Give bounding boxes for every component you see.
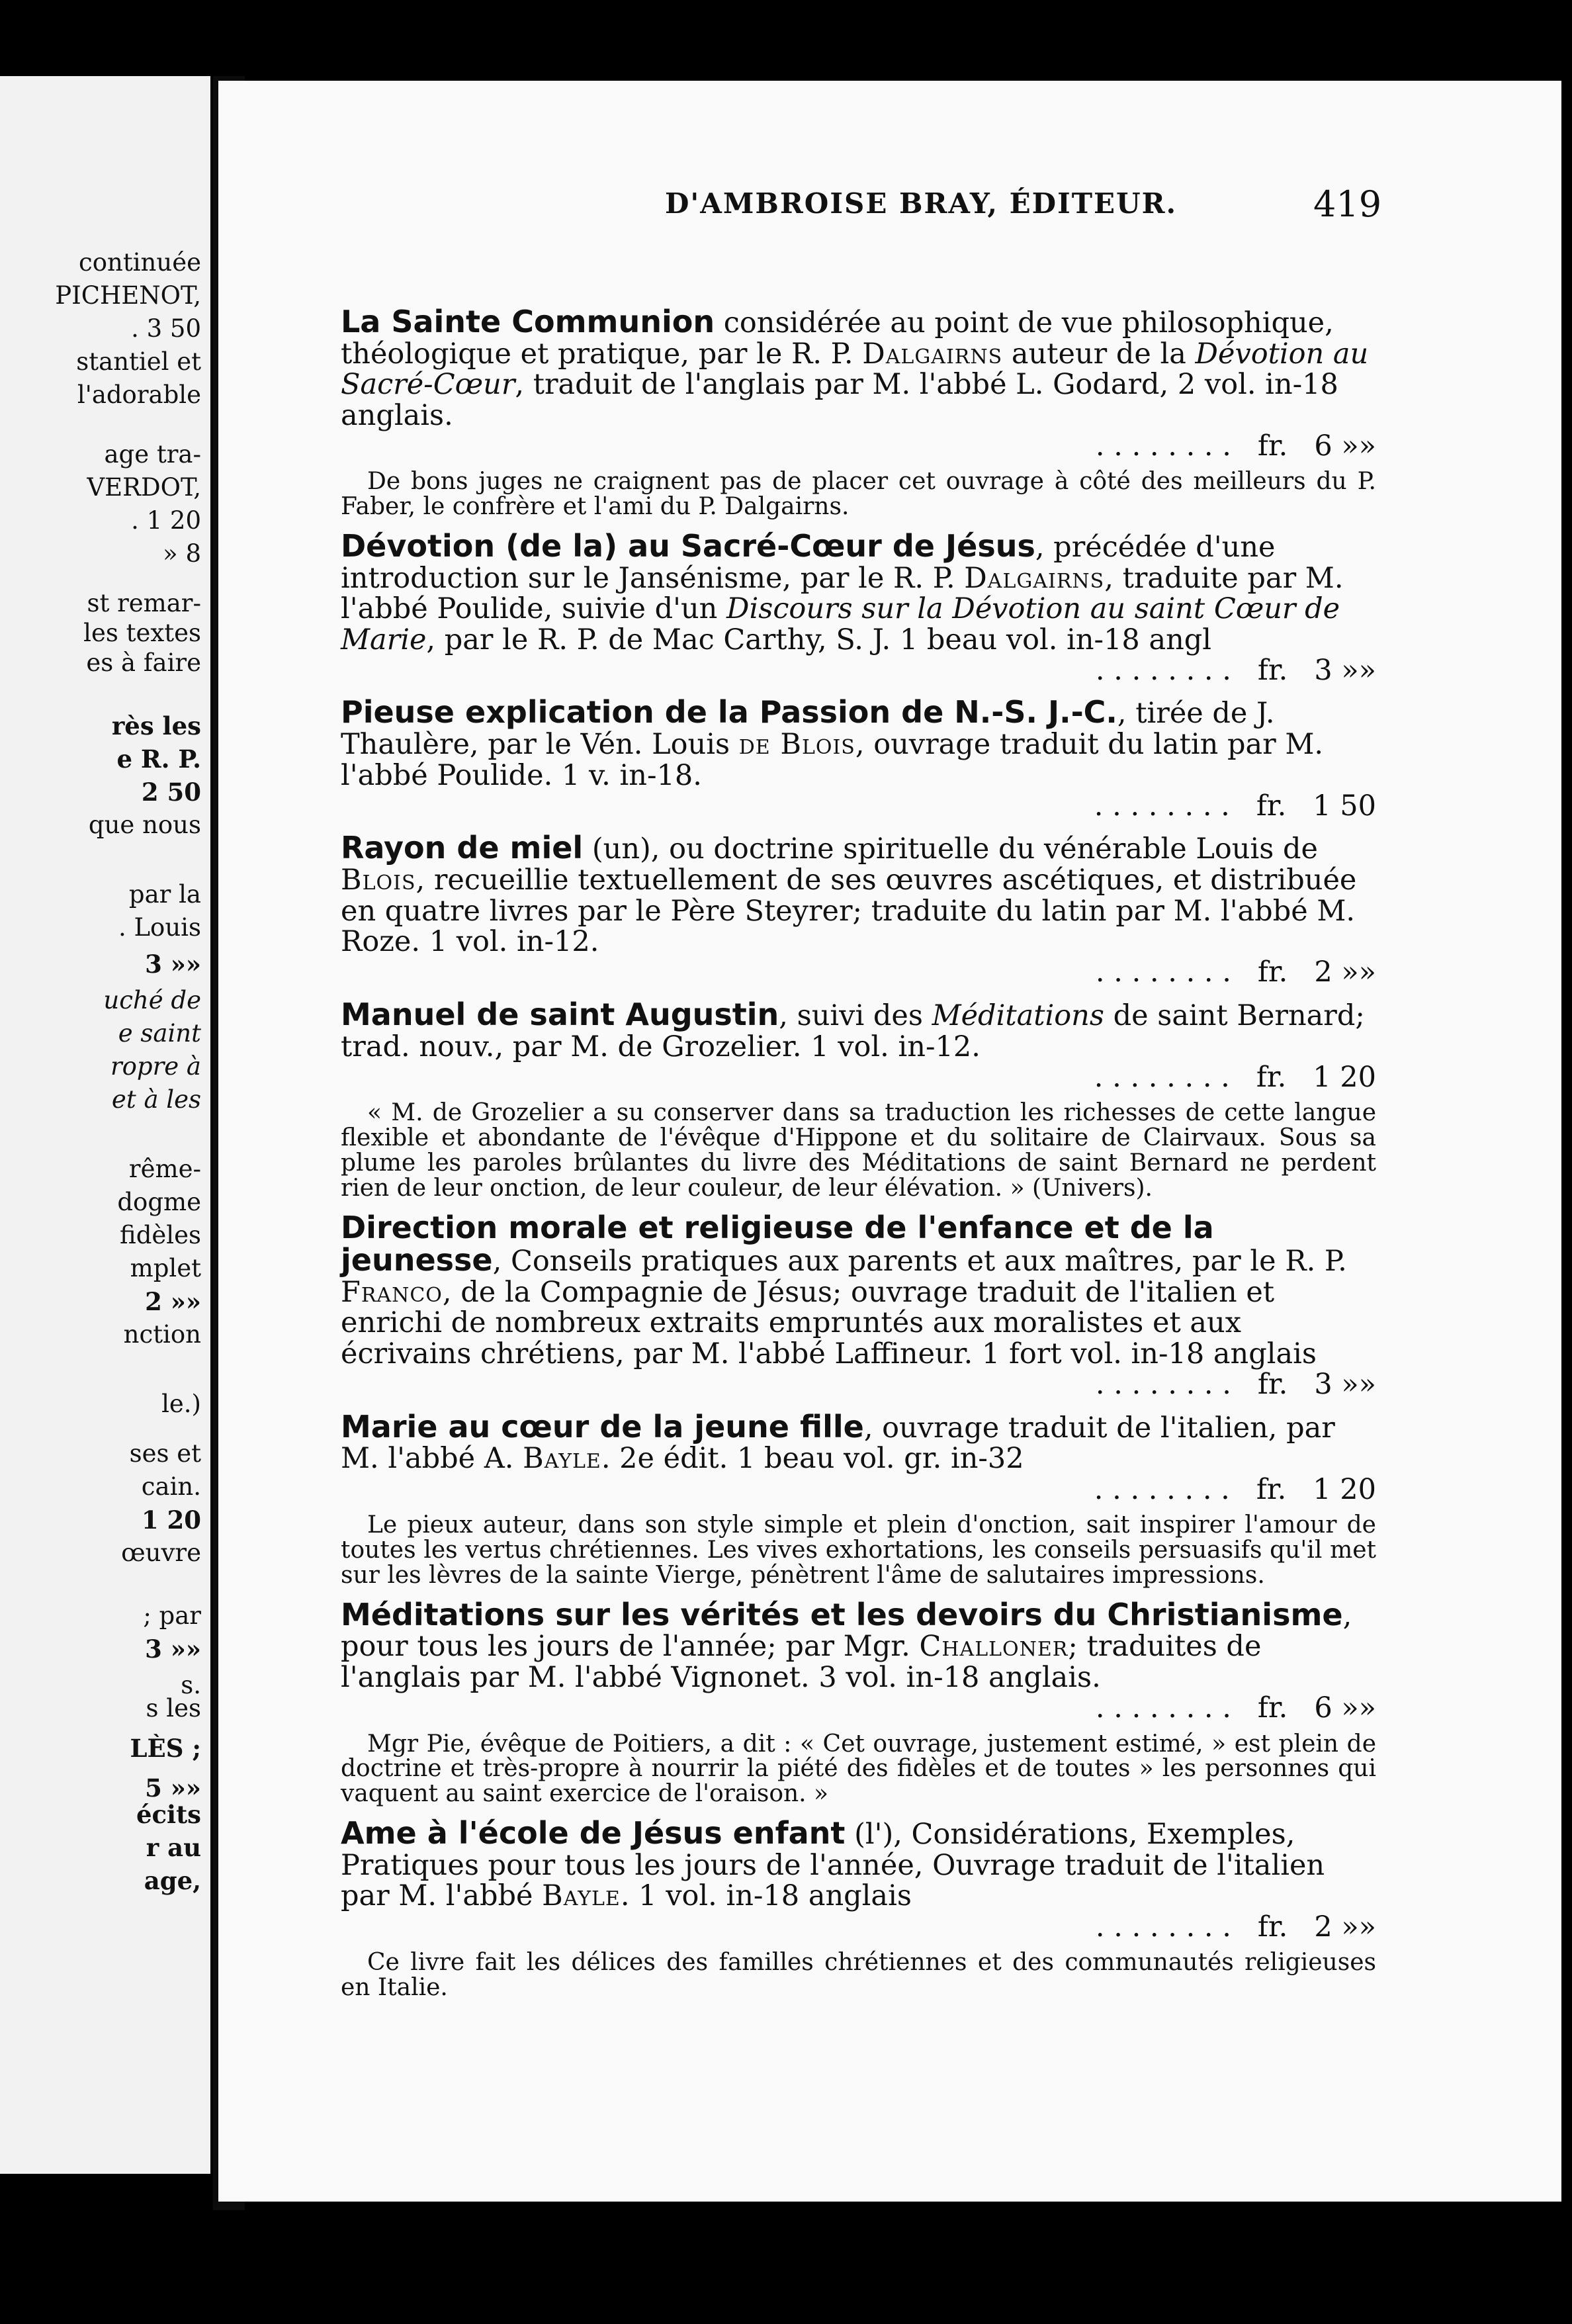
entry-description xyxy=(341,306,1376,431)
price-unit: fr. xyxy=(1257,654,1288,687)
entry-note: Ce livre fait les délices des familles chrétiennes et des communautés religieuses en Italie. xyxy=(341,1948,1376,2001)
entry-text: auteur de la xyxy=(1002,337,1196,371)
entry-text: , suivi des xyxy=(779,999,932,1032)
left-page-line: ses et xyxy=(129,1439,201,1468)
entry-description xyxy=(341,530,1376,655)
price-row xyxy=(341,1062,1376,1093)
catalog-entry xyxy=(341,1814,1376,2001)
price-unit: fr. xyxy=(1257,429,1288,463)
entry-text: , pour tous les jours de l'année; par Mgr. xyxy=(341,1599,1352,1664)
left-page-line: 5 »» xyxy=(145,1773,201,1803)
price-value: 1 20 xyxy=(1313,1060,1376,1094)
entry-author: Dalgairns xyxy=(964,561,1105,595)
left-page-line: s les xyxy=(146,1694,201,1722)
price-value: 6 »» xyxy=(1314,1691,1376,1725)
entry-text: , traduite par M. l'abbé Poulide, suivie d'un xyxy=(341,561,1344,626)
left-page-line: fidèles xyxy=(120,1221,201,1249)
left-page-line: l'adorable xyxy=(77,380,201,409)
price-row xyxy=(341,791,1376,821)
left-page-line: dogme xyxy=(117,1188,201,1216)
price-value: 1 50 xyxy=(1313,789,1376,823)
price-unit: fr. xyxy=(1257,1368,1288,1402)
entry-text: considérée au point de vue philosophique, théologique et pratique, par le R. P. xyxy=(341,306,1334,371)
price-value: 3 »» xyxy=(1314,654,1376,687)
left-page-line: » 8 xyxy=(163,539,201,568)
entry-author: Franco xyxy=(341,1275,443,1309)
left-page-line: age tra- xyxy=(104,440,201,469)
entry-title: Marie au cœur de la jeune fille xyxy=(341,1408,864,1445)
price-row xyxy=(341,1474,1376,1505)
catalog-entry xyxy=(341,530,1376,686)
left-page-line: VERDOT, xyxy=(87,473,201,502)
left-page-line: uché de xyxy=(103,986,201,1014)
entry-description xyxy=(341,1209,1376,1370)
leader-dots: . . . . . . . . xyxy=(1094,1472,1230,1506)
left-page-line: 2 50 xyxy=(141,778,201,807)
price-unit: fr. xyxy=(1256,789,1287,823)
price-value: 3 »» xyxy=(1314,1368,1376,1402)
entry-italic-title: Discours sur la Dévotion au saint Cœur de Marie xyxy=(341,592,1340,656)
price-row xyxy=(341,431,1376,461)
left-page-line: LÈS ; xyxy=(130,1734,201,1763)
left-page-line: ; par xyxy=(143,1601,201,1630)
catalog-entry xyxy=(341,1408,1376,1589)
entry-italic-title: Méditations xyxy=(932,999,1104,1032)
catalog-entry xyxy=(341,1209,1376,1402)
entry-author: Blois xyxy=(341,864,416,897)
leader-dots: . . . . . . . . xyxy=(1095,1691,1231,1725)
entry-description xyxy=(341,832,1376,957)
left-page-line: que nous xyxy=(88,811,201,839)
left-page-line: rême- xyxy=(128,1155,201,1183)
price-unit: fr. xyxy=(1256,1472,1287,1506)
entry-title: Dévotion (de la) au Sacré-Cœur de Jésus xyxy=(341,528,1035,564)
left-page-line: écits xyxy=(136,1800,201,1829)
page-number: 419 xyxy=(1313,183,1382,225)
entry-text: . 2e édit. 1 beau vol. gr. in-32 xyxy=(601,1442,1024,1476)
entry-author: Dalgairns xyxy=(862,337,1003,371)
catalog-entry xyxy=(341,1596,1376,1808)
catalog-listing xyxy=(341,306,1376,2011)
entry-description xyxy=(341,996,1376,1063)
price-unit: fr. xyxy=(1256,1060,1287,1094)
entry-text: , recueillie textuellement de ses œuvres ascétiques, et distribuée en quatre livres par le Père Steyrer; traduite du latin par M. l'abbé M. Roze. 1 vol. in-12. xyxy=(341,864,1357,958)
left-page-line: s. xyxy=(181,1671,201,1699)
left-page-line: 2 »» xyxy=(145,1287,201,1316)
price-row xyxy=(341,1369,1376,1400)
entry-note: Le pieux auteur, dans son style simple et plein d'onction, sait inspirer l'amour de toutes les vertus chrétiennes. Les vives exhortations, les conseils persuasifs qu'il met sur les lèvres de la sainte Vierge, pénètrent l'âme de salutaires impressions. xyxy=(341,1511,1376,1589)
left-page-line: age, xyxy=(144,1866,201,1895)
left-page-fragment xyxy=(0,76,210,2174)
left-page-line: les textes xyxy=(83,619,201,647)
price-value: 1 20 xyxy=(1313,1472,1376,1506)
left-page-line: œuvre xyxy=(121,1539,201,1567)
entry-text: , précédée d'une introduction sur le Jansénisme, par le R. P. xyxy=(341,531,1276,595)
entry-text: ; traduites de l'anglais par M. l'abbé Vignonet. 3 vol. in-18 anglais. xyxy=(341,1630,1262,1694)
entry-author: Challoner xyxy=(919,1630,1069,1664)
entry-text: . 1 vol. in-18 anglais xyxy=(620,1879,912,1913)
left-page-line: r au xyxy=(146,1833,201,1862)
entry-title: Pieuse explication de la Passion de N.-S. J.-C. xyxy=(341,694,1117,731)
left-page-line: stantiel et xyxy=(76,347,201,376)
price-unit: fr. xyxy=(1257,1910,1288,1944)
entry-italic-title: Dévotion au Sacré-Cœur xyxy=(341,337,1369,402)
catalog-entry xyxy=(341,832,1376,987)
left-page-line: st remar- xyxy=(87,589,201,617)
entry-text: , Conseils pratiques aux parents et aux maîtres, par le R. P. xyxy=(492,1245,1347,1278)
entry-note: De bons juges ne craignent pas de placer cet ouvrage à côté des meilleurs du P. Faber, le confrère et l'ami du P. Dalgairns. xyxy=(341,468,1376,521)
left-page-line: 1 20 xyxy=(141,1505,201,1535)
entry-text: , par le R. P. de Mac Carthy, S. J. 1 beau vol. in-18 angl xyxy=(426,623,1212,656)
entry-text: de saint Bernard; trad. nouv., par M. de Grozelier. 1 vol. in-12. xyxy=(341,999,1365,1063)
left-page-line: rès les xyxy=(111,711,201,740)
left-page-line: . 1 20 xyxy=(131,506,201,535)
left-page-line: e R. P. xyxy=(116,744,201,774)
entry-text: , ouvrage traduit de l'italien, par M. l'abbé A. xyxy=(341,1411,1335,1476)
left-page-line: cain. xyxy=(141,1472,201,1501)
left-page-line: 3 »» xyxy=(145,950,201,979)
price-row xyxy=(341,1912,1376,1942)
left-page-line: . 3 50 xyxy=(131,314,201,343)
entry-title: Manuel de saint Augustin xyxy=(341,996,779,1032)
leader-dots: . . . . . . . . xyxy=(1095,654,1231,687)
entry-description xyxy=(341,1596,1376,1694)
entry-title: La Sainte Communion xyxy=(341,304,715,339)
entry-description xyxy=(341,696,1376,791)
entry-note: Mgr Pie, évêque de Poitiers, a dit : « Cet ouvrage, justement estimé, » est plein de doctrine et très-propre à nourrir la piété des fidèles et de toutes » les personnes qui vaquent au saint exercice de l'oraison. » xyxy=(341,1730,1376,1808)
entry-title: Direction morale et religieuse de l'enfance et de la jeunesse xyxy=(341,1209,1214,1278)
left-page-line: continuée xyxy=(79,248,201,277)
price-value: 6 »» xyxy=(1314,429,1376,463)
left-page-line: es à faire xyxy=(86,648,201,677)
left-page-line: nction xyxy=(123,1320,201,1349)
price-row xyxy=(341,1693,1376,1723)
left-page-line: 3 »» xyxy=(145,1634,201,1664)
leader-dots: . . . . . . . . xyxy=(1095,1368,1231,1402)
entry-author: Bayle xyxy=(542,1879,621,1913)
entry-text: (un), ou doctrine spirituelle du vénérable Louis de xyxy=(583,832,1318,866)
entry-author: Bayle xyxy=(523,1442,601,1476)
entry-description xyxy=(341,1814,1376,1913)
header-title: D'AMBROISE BRAY, ÉDITEUR. xyxy=(665,187,1178,220)
entry-note: « M. de Grozelier a su conserver dans sa traduction les richesses de cette langue flexible et abondante de l'évêque d'Hippone et du solitaire de Clairvaux. Sous sa plume les paroles brûlantes du livre des Méditations de saint Bernard ne perdent rien de leur onction, de leur couleur, de leur élévation. » (Univers). xyxy=(341,1099,1376,1202)
catalog-entry xyxy=(341,306,1376,519)
price-unit: fr. xyxy=(1257,956,1288,989)
entry-text: , ouvrage traduit du latin par M. l'abbé Poulide. 1 v. in-18. xyxy=(341,728,1324,792)
leader-dots: . . . . . . . . xyxy=(1094,1060,1230,1094)
left-page-line: PICHENOT, xyxy=(55,281,201,310)
left-page-line: e saint xyxy=(118,1019,201,1048)
price-row xyxy=(341,655,1376,686)
left-page-line: le.) xyxy=(161,1390,201,1418)
leader-dots: . . . . . . . . xyxy=(1095,1910,1231,1944)
entry-title: Méditations sur les vérités et les devoirs du Christianisme xyxy=(341,1596,1343,1632)
left-page-line: . Louis xyxy=(118,913,201,942)
leader-dots: . . . . . . . . xyxy=(1094,789,1230,823)
entry-text: , traduit de l'anglais par M. l'abbé L. Godard, 2 vol. in-18 anglais. xyxy=(341,368,1338,432)
price-row xyxy=(341,957,1376,987)
left-page-line: et à les xyxy=(111,1085,201,1114)
catalog-entry xyxy=(341,696,1376,821)
entry-text: (l'), Considérations, Exemples, Pratiques pour tous les jours de l'année, Ouvrage traduit de l'italien par M. l'abbé xyxy=(341,1817,1325,1913)
price-unit: fr. xyxy=(1257,1691,1288,1725)
catalog-entry xyxy=(341,996,1376,1202)
price-value: 2 »» xyxy=(1314,956,1376,989)
entry-text: , tirée de J. Thaulère, par le Vén. Louis xyxy=(341,697,1275,762)
leader-dots: . . . . . . . . xyxy=(1095,429,1231,463)
left-page-line: mplet xyxy=(130,1254,201,1282)
leader-dots: . . . . . . . . xyxy=(1095,956,1231,989)
entry-text: , de la Compagnie de Jésus; ouvrage traduit de l'italien et enrichi de nombreux extraits empruntés aux moralistes et aux écrivains chrétiens, par M. l'abbé Laffineur. 1 fort vol. in-18 anglais xyxy=(341,1275,1317,1370)
entry-author: de Blois xyxy=(738,728,855,762)
running-header xyxy=(0,183,1572,227)
left-page-line: par la xyxy=(128,880,201,909)
entry-title: Ame à l'école de Jésus enfant xyxy=(341,1814,846,1851)
entry-description xyxy=(341,1408,1376,1476)
left-page-line: ropre à xyxy=(110,1052,201,1081)
price-value: 2 »» xyxy=(1314,1910,1376,1944)
entry-title: Rayon de miel xyxy=(341,830,584,866)
